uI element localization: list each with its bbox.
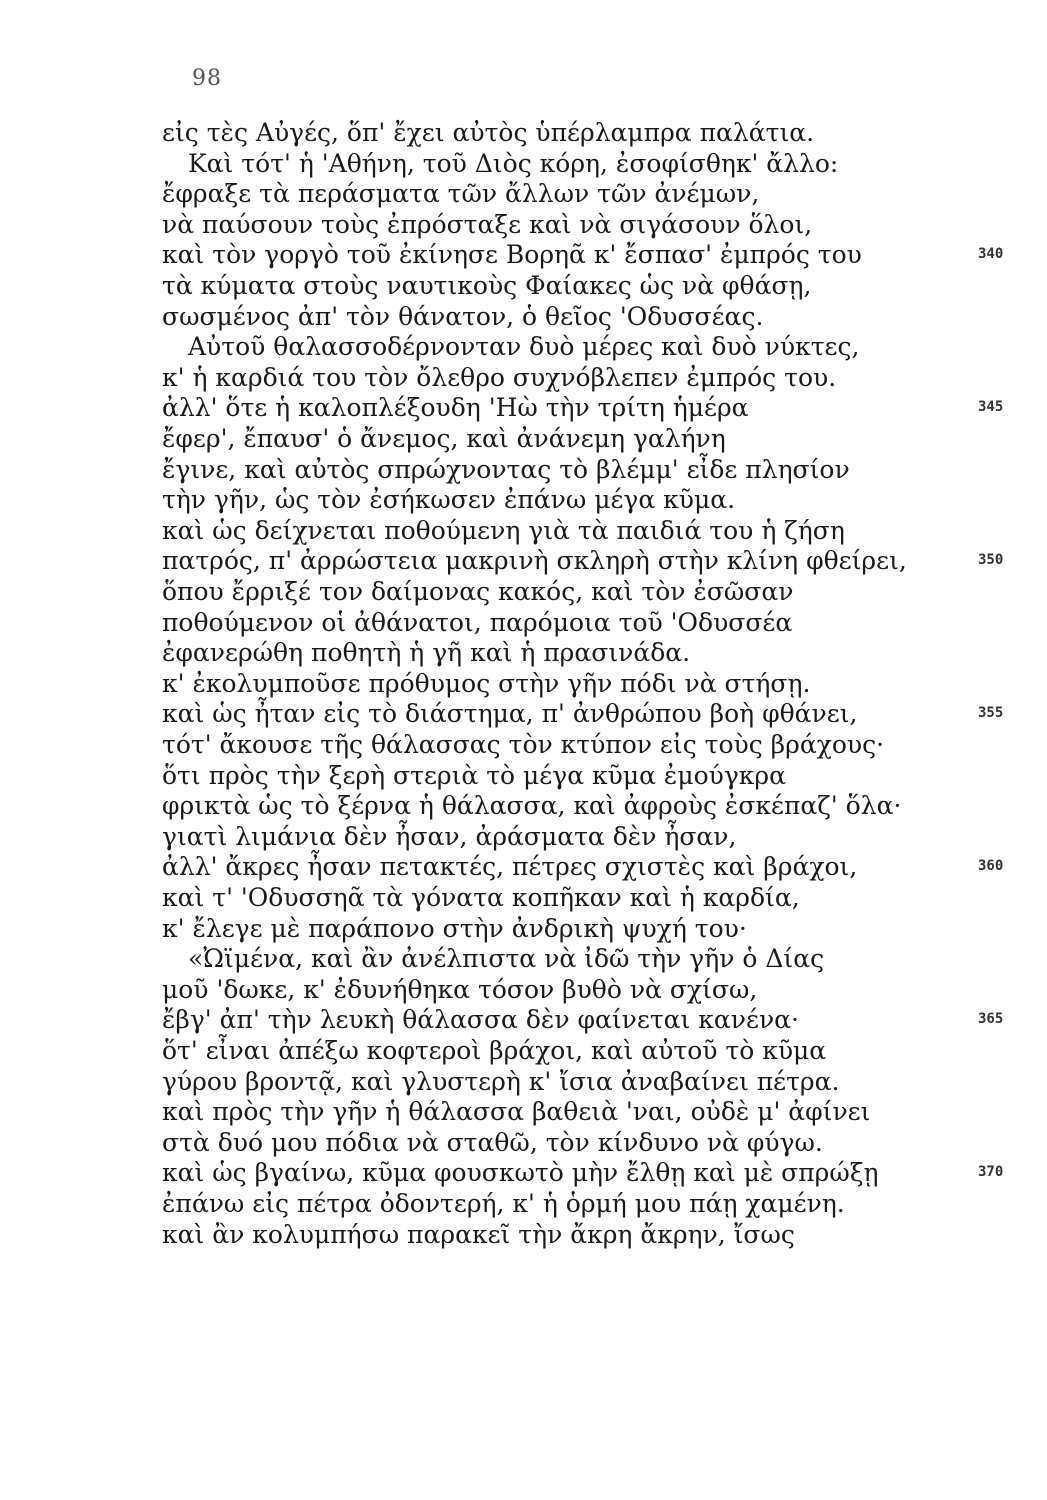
line-number: 360 xyxy=(978,858,1004,875)
verse-line: Αὐτοῦ θαλασσοδέρνονταν δυὸ μέρες καὶ δυὸ νύκτες, xyxy=(188,332,860,362)
verse-line: καὶ τὸν γοργὸ τοῦ ἐκίνησε Βορηᾶ κ' ἔσπασ' ἐμπρός του xyxy=(162,240,862,270)
line-number: 355 xyxy=(978,705,1004,722)
verse-line: τὰ κύματα στοὺς ναυτικοὺς Φαίακες ὡς νὰ φθάσῃ, xyxy=(162,271,812,300)
verse-line: κ' ἔλεγε μὲ παράπονο στὴν ἀνδρικὴ ψυχή του· xyxy=(162,913,747,943)
verse-line: σωσμένος ἀπ' τὸν θάνατον, ὁ θεῖος 'Οδυσσέας. xyxy=(162,301,764,331)
verse-line: ἔβγ' ἀπ' τὴν λευκὴ θάλασσα δὲν φαίνεται κανένα· xyxy=(162,1005,799,1035)
verse-line: ἐφανερώθη ποθητὴ ἡ γῆ καὶ ἡ πρασινάδα. xyxy=(162,638,691,668)
verse-line: καὶ ὡς δείχνεται ποθούμενη γιὰ τὰ παιδιά του ἡ ζήση xyxy=(162,515,845,545)
line-number: 365 xyxy=(978,1011,1004,1028)
verse-line: νὰ παύσουν τοὺς ἐπρόσταξε καὶ νὰ σιγάσουν ὅλοι, xyxy=(162,209,813,239)
verse-line: ἐπάνω εἰς πέτρα ὀδοντερή, κ' ἡ ὁρμή μου πάῃ χαμένη. xyxy=(162,1189,845,1218)
verse-line: μοῦ 'δωκε, κ' ἐδυνήθηκα τόσον βυθὸ νὰ σχίσω, xyxy=(162,974,758,1004)
verse-line: τότ' ἄκουσε τῆς θάλασσας τὸν κτύπον εἰς τοὺς βράχους· xyxy=(162,730,885,759)
verse-line: καὶ ἂν κολυμπήσω παρακεῖ τὴν ἄκρη ἄκρην, ἴσως xyxy=(162,1219,795,1249)
verse-line: κ' ἡ καρδιά του τὸν ὄλεθρο συχνόβλεπεν ἐμπρός του. xyxy=(162,362,837,392)
verse-line: καὶ πρὸς τὴν γῆν ἡ θάλασσα βαθειὰ 'ναι, οὐδὲ μ' ἀφίνει xyxy=(162,1097,871,1127)
line-number: 340 xyxy=(978,246,1004,263)
verse-line: καὶ ὡς βγαίνω, κῦμα φουσκωτὸ μὴν ἔλθῃ καὶ μὲ σπρώξῃ xyxy=(162,1158,879,1188)
verse-line: ἔγινε, καὶ αὐτὸς σπρώχνοντας τὸ βλέμμ' εἶδε πλησίον xyxy=(162,454,850,484)
verse-line: ἔφραξε τὰ περάσματα τῶν ἄλλων τῶν ἀνέμων, xyxy=(162,179,760,209)
verse-line: γύρου βροντᾷ, καὶ γλυστερὴ κ' ἴσια ἀναβαίνει πέτρα. xyxy=(162,1066,840,1096)
verse-line: εἰς τὲς Αὐγές, ὅπ' ἔχει αὐτὸς ὑπέρλαμπρα παλάτια. xyxy=(162,118,815,147)
verse-line: ὅτ' εἶναι ἀπέξω κοφτεροὶ βράχοι, καὶ αὐτοῦ τὸ κῦμα xyxy=(162,1036,827,1065)
verse-line: «Ὠϊμένα, καὶ ἂν ἀνέλπιστα νὰ ἰδῶ τὴν γῆν ὁ Δίας xyxy=(188,944,825,974)
verse-line: Καὶ τότ' ἡ 'Αθήνη, τοῦ Διὸς κόρη, ἐσοφίσθηκ' ἄλλο: xyxy=(188,148,839,178)
verse-line: ἀλλ' ἄκρες ἦσαν πετακτές, πέτρες σχιστὲς καὶ βράχοι, xyxy=(162,852,858,882)
verse-line: τὴν γῆν, ὡς τὸν ἐσήκωσεν ἐπάνω μέγα κῦμα. xyxy=(162,485,736,515)
verse-line: γιατὶ λιμάνια δὲν ἦσαν, ἀράσματα δὲν ἦσαν, xyxy=(162,821,737,851)
verse-line: καὶ ὡς ἦταν εἰς τὸ διάστημα, π' ἀνθρώπου βοὴ φθάνει, xyxy=(162,699,858,729)
line-number: 350 xyxy=(978,552,1004,569)
verse-line: ἀλλ' ὅτε ἡ καλοπλέξουδη 'Ηὼ τὴν τρίτη ἡμέρα xyxy=(162,393,749,423)
verse-line: πατρός, π' ἀρρώστεια μακρινὴ σκληρὴ στὴν κλίνη φθείρει, xyxy=(162,546,907,576)
page-number: 98 xyxy=(192,66,222,91)
verse-line: ὅπου ἔρριξέ τον δαίμονας κακός, καὶ τὸν ἐσῶσαν xyxy=(162,577,794,606)
verse-line: στὰ δυό μου πόδια νὰ σταθῶ, τὸν κίνδυνο νὰ φύγω. xyxy=(162,1127,823,1157)
line-number: 370 xyxy=(978,1164,1004,1181)
verse-line: ὅτι πρὸς τὴν ξερὴ στεριὰ τὸ μέγα κῦμα ἐμούγκρα xyxy=(162,760,786,790)
verse-line: κ' ἐκολυμποῦσε πρόθυμος στὴν γῆν πόδι νὰ στήσῃ. xyxy=(162,668,811,698)
line-number: 345 xyxy=(978,399,1004,416)
verse-line: ἔφερ', ἔπαυσ' ὁ ἄνεμος, καὶ ἀνάνεμη γαλήνη xyxy=(162,424,726,453)
verse-line: ποθούμενον οἱ ἀθάνατοι, παρόμοια τοῦ 'Οδυσσέα xyxy=(162,607,793,637)
verse-line: φρικτὰ ὡς τὸ ξέρνα ἡ θάλασσα, καὶ ἀφροὺς ἐσκέπαζ' ὅλα· xyxy=(162,791,902,821)
verse-line: καὶ τ' 'Οδυσσηᾶ τὰ γόνατα κοπῆκαν καὶ ἡ καρδία, xyxy=(162,883,800,912)
